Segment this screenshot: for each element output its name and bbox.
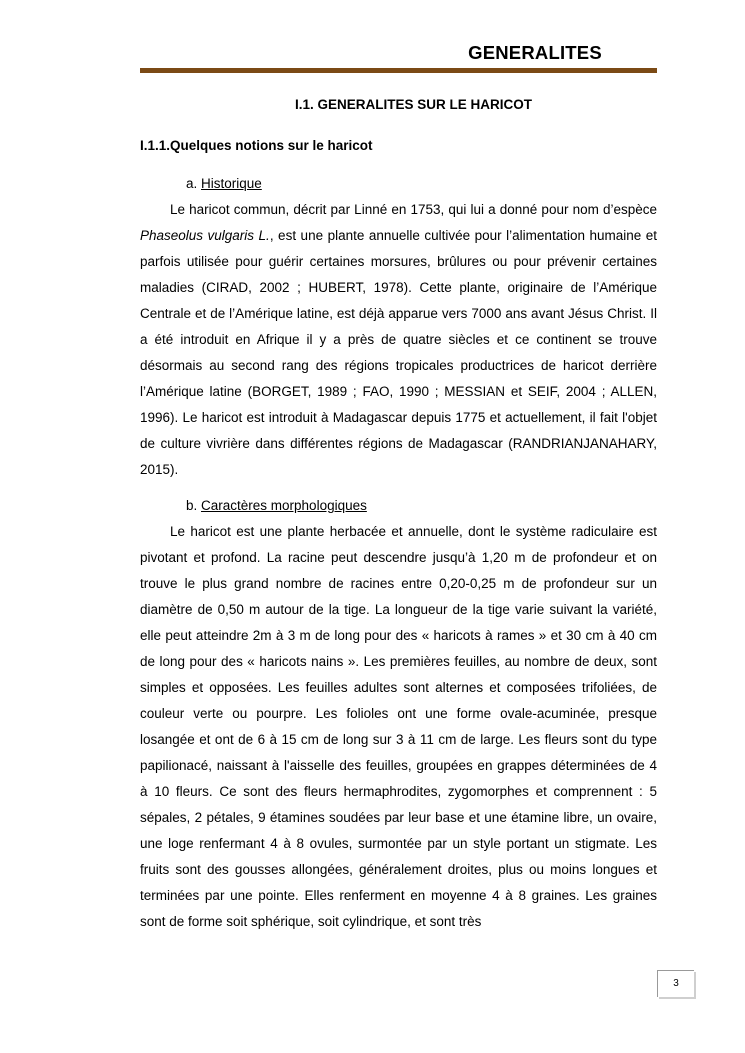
- paragraph-historique: [140, 197, 657, 483]
- subheading-historique: [186, 176, 262, 191]
- running-header-title: GENERALITES: [468, 42, 602, 63]
- header-rule: [140, 68, 657, 73]
- paragraph-morphologie: Le haricot est une plante herbacée et annuelle, dont le système radiculaire est pivotant et profond. La racine peut descendre jusqu’à 1,20 m de profondeur et on trouve le plus grand nombre de racines entre 0,20-0,25 m de profondeur sur un diamètre de 0,50 m autour de la tige. La longueur de la tige varie suivant la variété, elle peut atteindre 2m à 3 m de long pour des « haricots à rames » et 30 cm à 40 cm de long pour des « haricots nains ». Les premières feuilles, au nombre de deux, sont simples et opposées. Les feuilles adultes sont alternes et composées trifoliées, de couleur verte ou pourpre. Les folioles ont une forme ovale-acuminée, presque losangée et ont de 6 à 15 cm de long sur 3 à 11 cm de large. Les fleurs sont du type papilionacé, naissant à l'aisselle des feuilles, groupées en grappes déterminées de 4 à 10 fleurs. Ce sont des fleurs hermaphrodites, zygomorphes et comprennent : 5 sépales, 2 pétales, 9 étamines soudées par leur base et une étamine libre, un ovaire, une loge renfermant 4 à 8 ovules, surmontée par un style portant un stigmate. Les fruits sont des gousses allongées, généralement droites, plus ou moins longues et terminées par une pointe. Elles renferment en moyenne 4 à 8 graines. Les graines sont de forme soit sphérique, soit cylindrique, et sont très: [140, 524, 657, 929]
- subsection-title: I.1.1.Quelques notions sur le haricot: [140, 138, 373, 153]
- subheading-marker: b.: [186, 498, 202, 513]
- page-number: 3: [657, 970, 694, 997]
- paragraph-text: , est une plante annuelle cultivée pour l’alimentation humaine et parfois utilisée pour guérir certaines morsures, brûlures ou pour prévenir certaines maladies (CIRAD, 2002 ; HUBERT, 1978). Cette plante, originaire de l’Amérique Centrale et de l’Amérique latine, est déjà apparue vers 7000 ans avant Jésus Christ. Il a été introduit en Afrique il y a près de quatre siècles et ce continent se trouve désormais au second rang des régions tropicales productrices de haricot derrière l’Amérique latine (BORGET, 1989 ; FAO, 1990 ; MESSIAN et SEIF, 2004 ; ALLEN, 1996). Le haricot est introduit à Madagascar depuis 1775 et actuellement, il fait l'objet de culture vivrière dans différentes régions de Madagascar (RANDRIANJANAHARY, 2015).: [140, 228, 657, 477]
- subheading-label: Caractères morphologiques: [201, 498, 367, 513]
- subheading-marker: a.: [186, 176, 202, 191]
- section-title: I.1. GENERALITES SUR LE HARICOT: [294, 97, 533, 112]
- species-name: Phaseolus vulgaris L.: [140, 228, 270, 243]
- subheading-morphologie: [186, 498, 367, 513]
- paragraph-text: Le haricot commun, décrit par Linné en 1753, qui lui a donné pour nom d’espèce: [170, 202, 657, 217]
- subheading-label: Historique: [201, 176, 262, 191]
